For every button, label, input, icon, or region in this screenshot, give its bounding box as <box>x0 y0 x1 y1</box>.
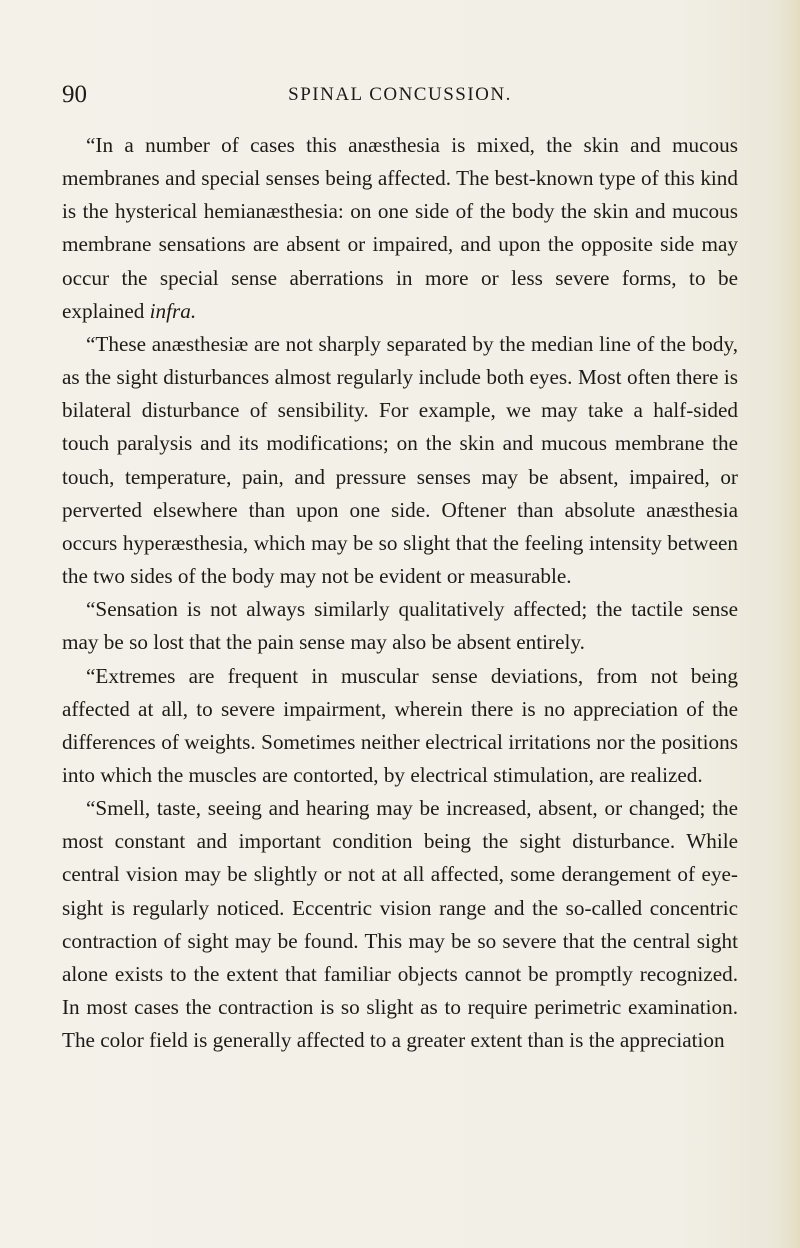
page-number: 90 <box>62 81 87 108</box>
paragraph-muscular-sense: “Extremes are frequent in muscular sense deviations, from not being affected at all, to severe impairment, wherein there is no appreciation of the differences of weights. Sometimes neither electrical irritations nor the positions into which the muscles are contorted, by electrical stimulation, are realized. <box>62 663 738 787</box>
page-header <box>62 80 738 110</box>
paragraph-sensation: “Sensation is not always similarly qualitatively affected; the tactile sense may be so lost that the pain sense may also be absent entirely. <box>62 597 738 655</box>
running-title: SPINAL CONCUSSION. <box>288 84 512 105</box>
italic-term: infra. <box>149 298 197 323</box>
paragraph-anaesthesiae-separation: “These anæsthesiæ are not sharply separated by the median line of the body, as the sight disturbances almost regularly include both eyes. Most often there is bilateral disturbance of sensibility. For example, we may take a half-sided touch paralysis and its modifications; on the skin and mucous membrane the touch, temperature, pain, and pressure senses may be absent, impaired, or perverted elsewhere than upon one side. Oftener than absolute anæsthesia occurs hyperæsthesia, which may be so slight that the feeling intensity between the two sides of the body may not be evident or measurable. <box>62 331 738 589</box>
body-text <box>62 129 738 1057</box>
paragraph-special-senses: “Smell, taste, seeing and hearing may be increased, absent, or changed; the most constant and important condition being the sight disturbance. While central vision may be slightly or not at all affected, some derangement of eye-sight is regularly noticed. Eccentric vision range and the so-called concentric contraction of sight may be found. This may be so severe that the central sight alone exists to the extent that familiar objects cannot be promptly recognized. In most cases the contraction is so slight as to require perimetric examination. The color field is generally affected to a greater extent than is the appreciation <box>62 796 738 1053</box>
paragraph-anaesthesia-mixed <box>62 129 738 328</box>
paragraph-text: “In a number of cases this anæsthesia is mixed, the skin and mucous membranes and special senses being affected. The best-known type of this kind is the hysterical hemianæsthesia: on one side of the body the skin and mucous membrane sensations are absent or impaired, and upon the opposite side may occur the special sense aberrations in more or less severe forms, to be explained <box>62 133 738 323</box>
